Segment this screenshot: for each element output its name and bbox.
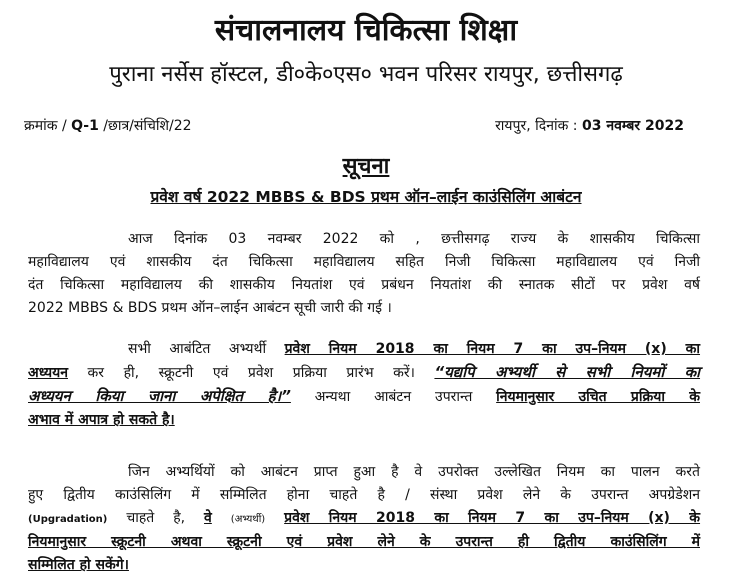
dateline-place: रायपुर, दिनांक : [495,118,578,134]
paragraph-line: सभी आबंटित अभ्यर्थी प्रवेश नियम 2018 का नियम 7 का उप–नियम (x) का [128,341,701,357]
paragraph-line: अध्ययन कर ही, स्क्रूटनी एवं प्रवेश प्रक्रिया प्रारंभ करें। “यद्यपि अभ्यर्थी से सभी नियमों का [28,363,701,381]
paragraph-line: हुए द्वितीय काउंसिलिंग में सम्मिलित होना चाहते है / संस्था प्रवेश लेने के उपरान्त अपग्रेडेशन [28,487,700,503]
upgradation-label: (Upgradation) [28,514,108,525]
paragraph-rules [28,338,700,432]
paragraph-line: अध्ययन किया जाना अपेक्षित है।” अन्यथा आबंटन उपरान्त नियमानुसार उचित प्रक्रिया के [28,387,700,405]
paragraph-line: सम्मिलित हो सकेंगे। [28,557,129,573]
reference-number [24,116,192,135]
paragraph-line: 2022 MBBS & BDS प्रथम ऑन–लाईन आबंटन सूची जारी की गई । [28,300,392,316]
reference-suffix: /छात्र/संचिशि/22 [103,118,192,134]
rule-reference: प्रवेश नियम 2018 का नियम 7 का उप–नियम (x) का [284,341,701,357]
paragraph-line: आज दिनांक 03 नवम्बर 2022 को , छत्तीसगढ़ राज्य के शासकीय चिकित्सा [128,231,700,247]
page-title: संचालनालय चिकित्सा शिक्षा [214,13,518,48]
office-address: पुराना नर्सेस हॉस्टल, डी०के०एस० भवन परिसर रायपुर, छत्तीसगढ़ [109,62,623,87]
quoted-text: अध्ययन किया जाना अपेक्षित है।” [28,387,291,405]
notice-heading: सूचना [342,154,390,179]
paragraph-line [28,409,700,432]
paragraph-line: (Upgradation) चाहते है, वे (अभ्यर्थी) प्रवेश नियम 2018 का नियम 7 का उप–नियम (x) के [28,510,701,526]
emphasis-text: अभाव में अपात्र हो सकते है। [28,412,175,428]
paragraph-line: जिन अभ्यर्थियों को आबंटन प्राप्त हुआ है वे उपरोक्त उल्लेखित नियम का पालन करते [128,464,700,480]
paragraph-allotment [28,228,700,320]
dateline-date: 03 नवम्बर 2022 [581,118,684,134]
candidate-label: (अभ्यर्थी) [230,514,266,525]
emphasis-text: अध्ययन [28,365,68,381]
quoted-text: “यद्यपि अभ्यर्थी से सभी नियमों का [434,363,701,381]
notice-subject: प्रवेश वर्ष 2022 MBBS & BDS प्रथम ऑन–लाईन काउंसिलिंग आबंटन [150,188,582,206]
paragraph-line: दंत चिकित्सा महाविद्यालय की शासकीय नियतांश एवं प्रबंधन नियतांश की स्नातक सीटों पर प्रवेश वर्ष [28,277,700,293]
reference-code: Q-1 [71,118,99,134]
paragraph-second-counselling [28,461,700,577]
paragraph-line: नियमानुसार स्क्रूटनी अथवा स्क्रूटनी एवं प्रवेश लेने के उपरान्त ही द्वितीय काउंसिलिंग में [28,534,700,550]
paragraph-line: महाविद्यालय एवं शासकीय दंत चिकित्सा महाविद्यालय सहित निजी चिकित्सा महाविद्यालय एवं निजी [28,254,700,270]
rule-reference: प्रवेश नियम 2018 का नियम 7 का उप–नियम (x) के [284,510,701,526]
emphasis-text: नियमानुसार उचित प्रक्रिया के [496,389,700,405]
reference-prefix: क्रमांक / [24,118,67,134]
dateline [495,116,684,135]
